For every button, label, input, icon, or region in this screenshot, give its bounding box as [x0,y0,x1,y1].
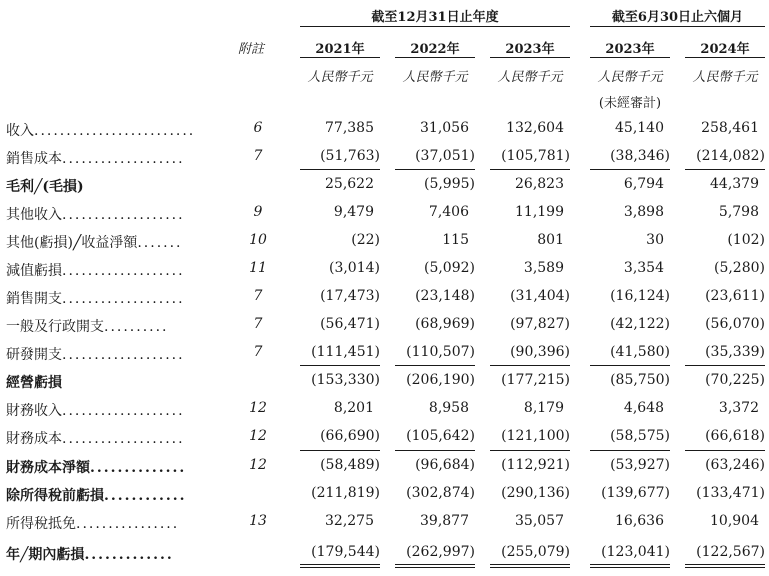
subtotal-rule [490,365,570,366]
unit-2023: 人民幣千元 [497,70,563,85]
subtotal-rule [395,564,475,565]
cell-value: (97,827) [510,316,570,332]
cell-value: 7,406 [428,204,469,220]
note-reference: 12 [249,400,267,416]
cell-value: (3,014) [328,260,380,276]
total-double-rule [590,567,670,568]
header-rule-2023-h1 [590,57,670,58]
cell-value: (58,575) [610,428,670,444]
cell-value: (90,396) [510,344,570,360]
cell-value: 44,379 [710,176,759,192]
row-label-text: 所得稅抵免 [6,516,76,532]
cell-value: 9,479 [333,204,374,220]
note-reference: 11 [249,260,267,276]
subtotal-rule [590,365,670,366]
dot-leader: ............. [84,547,174,563]
cell-value: 26,823 [515,176,564,192]
cell-value: (153,330) [311,372,380,388]
header-rule-2024-h1 [685,57,765,58]
cell-value: (56,471) [320,316,380,332]
cell-value: (63,246) [705,457,765,473]
dot-leader: ................ [76,516,180,532]
row-label [6,400,185,420]
cell-value: 8,179 [523,400,564,416]
cell-value: (17,473) [320,288,380,304]
row-label [6,176,84,196]
cell-value: 32,275 [325,513,374,529]
cell-value: 11,199 [515,204,564,220]
dot-leader: ................... [62,291,185,307]
subtotal-rule [395,450,475,451]
subtotal-rule [685,365,765,366]
cell-value: 3,898 [623,204,664,220]
subtotal-rule [300,169,380,170]
row-label-text: 其他(虧損)╱收益淨額 [6,235,138,251]
subtotal-rule [490,450,570,451]
header-rule-2023 [490,57,570,58]
row-label [6,120,195,140]
subtotal-rule [590,169,670,170]
cell-value: 31,056 [420,120,469,136]
row-label-text: 收入 [6,123,34,139]
cell-value: 10,904 [710,513,759,529]
cell-value: (121,100) [501,428,570,444]
header-year-2024-h1: 2024年 [700,42,750,57]
cell-value: 258,461 [701,120,759,136]
cell-value: 132,604 [506,120,564,136]
cell-value: (255,079) [501,544,570,560]
cell-value: (290,136) [501,485,570,501]
cell-value: (105,781) [501,148,570,164]
dot-leader: ....... [137,235,183,251]
cell-value: 39,877 [420,513,469,529]
cell-value: (42,122) [610,316,670,332]
row-label [6,372,62,392]
header-group-full-year: 截至12月31日止年度 [371,10,499,25]
cell-value: 25,622 [325,176,374,192]
cell-value: (262,997) [406,544,475,560]
header-year-2023: 2023年 [505,42,555,57]
note-reference: 7 [253,148,263,164]
cell-value: (31,404) [510,288,570,304]
cell-value: (35,339) [705,344,765,360]
row-label-text: 研發開支 [6,347,62,363]
cell-value: (111,451) [311,344,380,360]
note-reference: 7 [253,344,263,360]
cell-value: (206,190) [406,372,475,388]
cell-value: 3,589 [523,260,564,276]
subtotal-rule [300,365,380,366]
note-reference: 12 [249,457,267,473]
dot-leader: ............ [104,488,187,504]
cell-value: 8,201 [333,400,374,416]
subtotal-rule [300,450,380,451]
cell-value: 45,140 [615,120,664,136]
cell-value: 3,372 [718,400,759,416]
cell-value: (122,567) [696,544,765,560]
row-label [6,232,183,252]
subtotal-rule [395,169,475,170]
cell-value: (105,642) [406,428,475,444]
row-label [6,288,185,308]
dot-leader: .......... [104,319,169,335]
row-label-text: 財務收入 [6,403,62,419]
subtotal-rule [590,450,670,451]
row-label-text: 減值虧損 [6,263,62,279]
cell-value: (53,927) [610,457,670,473]
subtotal-rule [395,365,475,366]
header-rule-full-year [300,26,570,27]
total-double-rule [300,567,380,568]
unit-2021: 人民幣千元 [307,70,373,85]
cell-value: 16,636 [615,513,664,529]
row-label-text: 年╱期內虧損 [6,547,85,563]
cell-value: (123,041) [601,544,670,560]
cell-value: 5,798 [718,204,759,220]
header-rule-2021 [300,57,380,58]
cell-value: (66,690) [320,428,380,444]
cell-value: 4,648 [623,400,664,416]
row-label [6,457,186,477]
header-rule-2022 [395,57,475,58]
cell-value: 6,794 [623,176,664,192]
cell-value: 115 [442,232,469,248]
subtotal-rule [685,450,765,451]
cell-value: (38,346) [610,148,670,164]
note-reference: 13 [249,513,267,529]
cell-value: (211,819) [311,485,380,501]
row-label-text: 銷售成本 [6,151,62,167]
row-label [6,544,174,564]
cell-value: (23,611) [705,288,765,304]
row-label-text: 除所得稅前虧損 [6,488,104,504]
cell-value: (23,148) [415,288,475,304]
cell-value: (96,684) [415,457,475,473]
cell-value: (58,489) [320,457,380,473]
unit-2022: 人民幣千元 [402,70,468,85]
row-label [6,148,185,168]
cell-value: (56,070) [705,316,765,332]
cell-value: 77,385 [325,120,374,136]
cell-value: (37,051) [415,148,475,164]
cell-value: (179,544) [311,544,380,560]
cell-value: (177,215) [501,372,570,388]
cell-value: 35,057 [515,513,564,529]
row-label [6,316,169,336]
dot-leader: ................... [62,151,185,167]
dot-leader: ................... [62,431,185,447]
unit-2024-h1: 人民幣千元 [692,70,758,85]
row-label-text: 一般及行政開支 [6,319,104,335]
dot-leader: ................... [62,347,185,363]
unit-2023-h1: 人民幣千元 [597,70,663,85]
row-label-text: 財務成本 [6,431,62,447]
dot-leader: ......................... [34,123,196,139]
dot-leader: .............. [90,460,187,476]
dot-leader: ................... [62,403,185,419]
cell-value: (302,874) [406,485,475,501]
header-group-six-months: 截至6月30日止六個月 [611,10,744,25]
row-label [6,485,187,505]
subtotal-rule [490,564,570,565]
row-label [6,513,179,533]
cell-value: (51,763) [320,148,380,164]
note-reference: 12 [249,428,267,444]
total-double-rule [395,567,475,568]
dot-leader: ................... [62,207,185,223]
subtotal-rule [685,564,765,565]
cell-value: (68,969) [415,316,475,332]
note-reference: 9 [253,204,263,220]
row-label [6,204,185,224]
subtotal-rule [300,564,380,565]
total-double-rule [685,567,765,568]
header-year-2022: 2022年 [410,42,460,57]
row-label [6,344,185,364]
row-label [6,428,185,448]
note-reference: 6 [253,120,263,136]
note-reference: 10 [249,232,267,248]
note-reference: 7 [253,288,263,304]
row-label [6,260,185,280]
cell-value: (214,082) [696,148,765,164]
cell-value: (66,618) [705,428,765,444]
cell-value: (22) [351,232,380,248]
cell-value: (139,677) [601,485,670,501]
header-note-label: 附註 [238,42,265,57]
subtotal-rule [685,169,765,170]
row-label-text: 銷售開支 [6,291,62,307]
row-label-text: 經營虧損 [6,375,62,391]
cell-value: 30 [646,232,664,248]
cell-value: (41,580) [610,344,670,360]
header-year-2023-h1: 2023年 [605,42,655,57]
cell-value: (16,124) [610,288,670,304]
cell-value: (5,995) [423,176,475,192]
header-year-2021: 2021年 [315,42,365,57]
row-label-text: 財務成本淨額 [6,460,90,476]
note-reference: 7 [253,316,263,332]
total-double-rule [490,567,570,568]
cell-value: 8,958 [428,400,469,416]
cell-value: (102) [727,232,765,248]
subtotal-rule [590,564,670,565]
unaudited-label: (未經審計) [598,96,662,111]
cell-value: 801 [537,232,564,248]
cell-value: (110,507) [406,344,475,360]
subtotal-rule [490,169,570,170]
cell-value: (112,921) [501,457,570,473]
cell-value: 3,354 [623,260,664,276]
cell-value: (70,225) [705,372,765,388]
cell-value: (5,092) [423,260,475,276]
cell-value: (85,750) [610,372,670,388]
dot-leader: ................... [62,263,185,279]
cell-value: (133,471) [696,485,765,501]
header-rule-six-months [590,26,765,27]
row-label-text: 其他收入 [6,207,62,223]
cell-value: (5,280) [713,260,765,276]
row-label-text: 毛利╱(毛損) [6,179,84,195]
